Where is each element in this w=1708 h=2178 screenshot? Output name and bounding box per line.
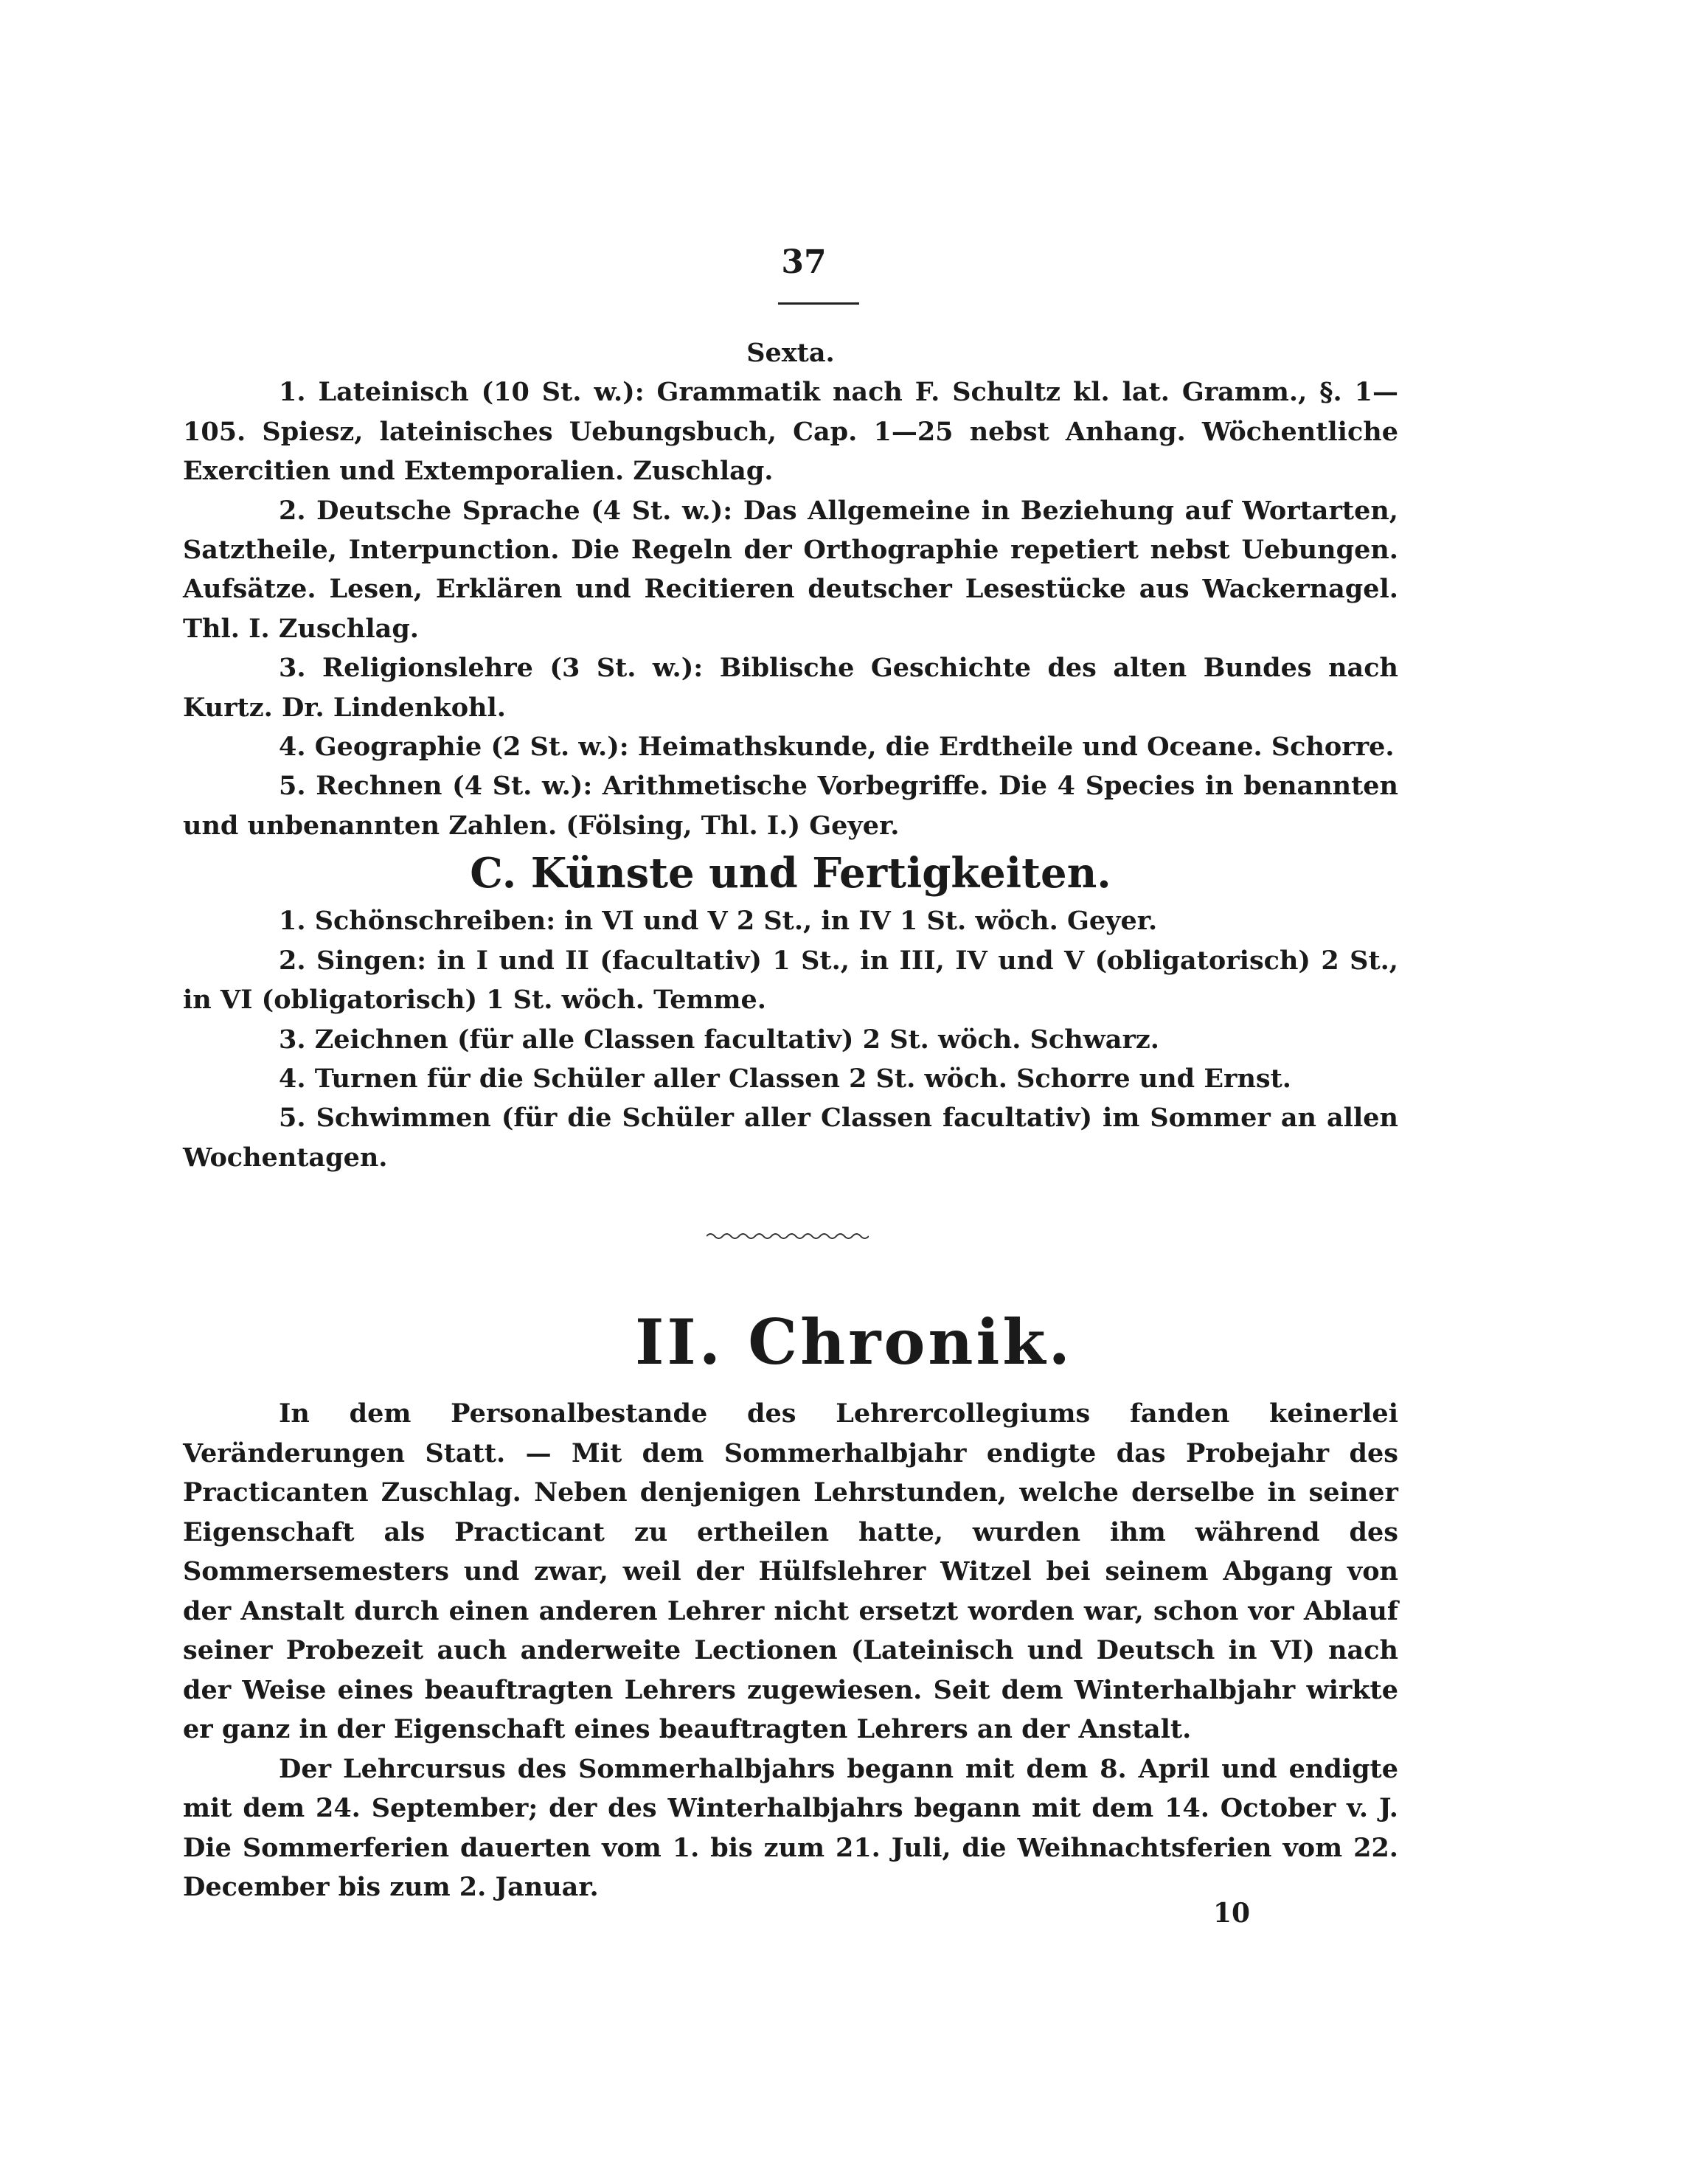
kuenste-item-gymnastics: 4. Turnen für die Schüler aller Classen 2 St. wöch. Schorre und Ernst. — [279, 1063, 1291, 1094]
kuenste-item-handwriting: 1. Schönschreiben: in VI und V 2 St., in IV 1 St. wöch. Geyer. — [279, 906, 1158, 937]
chronik-paragraph-staff: In dem Personalbestande des Lehrercollegiums fanden keinerlei Veränderungen Statt. — Mit dem Sommerhalbjahr endigte das Probejahr des Practicanten Zuschlag. Neben denjenigen Lehrstunden, welche derselbe in seiner Eigenschaft als Practicant zu ertheilen hatte, wurden ihm während des Sommersemesters und zwar, weil der Hülfslehrer Witzel bei seinem Abgang von der Anstalt durch einen anderen Lehrer nicht ersetzt worden war, schon vor Ablauf seiner Probezeit auch anderweite Lectionen (Lateinisch und Deutsch in VI) nach der Weise eines beauftragten Lehrers zugewiesen. Seit dem Winterhalbjahr wirkte er ganz in der Eigenschaft eines beauftragten Lehrers an der Anstalt. — [183, 1398, 1398, 1744]
sexta-item-arithmetic: 5. Rechnen (4 St. w.): Arithmetische Vorbegriffe. Die 4 Species in benannten und unbenannten Zahlen. (Fölsing, Thl. I.) Geyer. — [183, 771, 1398, 841]
wave-ornament-divider — [707, 1230, 869, 1242]
chronik-paragraph-terms: Der Lehrcursus des Sommerhalbjahrs begann mit dem 8. April und endigte mit dem 24. September; der des Winterhalbjahrs begann mit dem 14. October v. J. Die Sommerferien dauerten vom 1. bis zum 21. Juli, die Weihnachtsferien vom 22. December bis zum 2. Januar. — [183, 1753, 1398, 1902]
chronik-title: II. Chronik. — [635, 1305, 1073, 1378]
signature-mark: 10 — [1212, 1898, 1251, 1929]
sexta-item-geography: 4. Geographie (2 St. w.): Heimathskunde, die Erdtheile und Oceane. Schorre. — [279, 732, 1395, 763]
kuenste-item-swimming: 5. Schwimmen (für die Schüler aller Classen facultativ) im Sommer an allen Wochentagen. — [183, 1103, 1398, 1173]
sexta-item-religion: 3. Religionslehre (3 St. w.): Biblische Geschichte des alten Bundes nach Kurtz. Dr. Lindenkohl. — [183, 653, 1398, 723]
kuenste-heading: C. Künste und Fertigkeiten. — [470, 849, 1111, 898]
chronik-section — [183, 1394, 1398, 1907]
kuenste-item-drawing: 3. Zeichnen (für alle Classen facultativ) 2 St. wöch. Schwarz. — [279, 1024, 1159, 1055]
page-number-rule — [778, 302, 859, 305]
sexta-item-latin: 1. Lateinisch (10 St. w.): Grammatik nach F. Schultz kl. lat. Gramm., §. 1—105. Spiesz, lateinisches Uebungsbuch, Cap. 1—25 nebst Anhang. Wöchentliche Exercitien und Extemporalien. Zuschlag. — [183, 377, 1398, 487]
kuenste-item-singing: 2. Singen: in I und II (facultativ) 1 St., in III, IV und V (obligatorisch) 2 St., in VI (obligatorisch) 1 St. wöch. Temme. — [183, 945, 1398, 1016]
sexta-heading: Sexta. — [746, 338, 835, 368]
sexta-item-german: 2. Deutsche Sprache (4 St. w.): Das Allgemeine in Beziehung auf Wortarten, Satztheile, Interpunction. Die Regeln der Orthographie repetiert nebst Uebungen. Aufsätze. Lesen, Erklären und Recitieren deutscher Lesestücke aus Wackernagel. Thl. I. Zuschlag. — [183, 495, 1398, 644]
curriculum-section — [183, 333, 1398, 1177]
page-number: 37 — [781, 243, 827, 281]
